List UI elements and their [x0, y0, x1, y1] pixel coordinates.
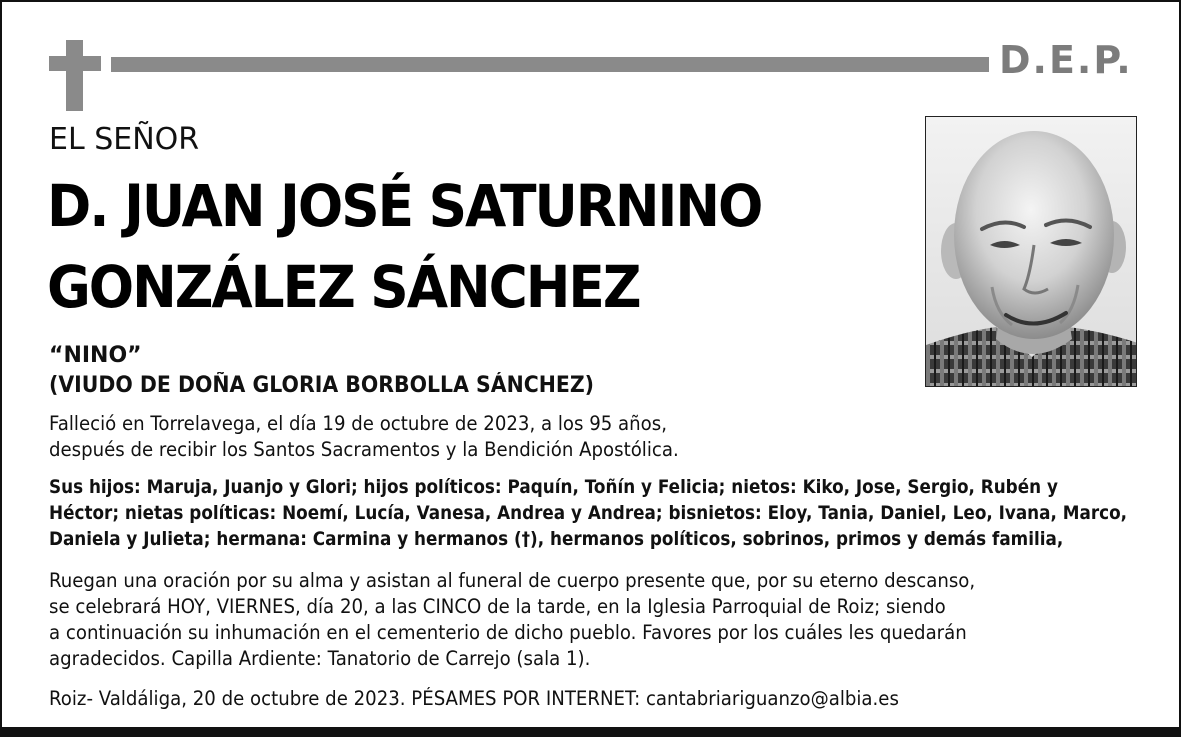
widower-note: (VIUDO DE DOÑA GLORIA BORBOLLA SÁNCHEZ) — [49, 373, 595, 398]
deceased-portrait-photo — [925, 116, 1137, 387]
death-notice-line: Falleció en Torrelavega, el día 19 de octubre de 2023, a los 95 años, — [49, 412, 667, 435]
funeral-line: agradecidos. Capilla Ardiente: Tanatorio de Carrejo (sala 1). — [49, 647, 591, 670]
deceased-name-line-1: D. JUAN JOSÉ SATURNINO — [47, 172, 762, 240]
bottom-border — [2, 727, 1179, 735]
funeral-paragraph — [49, 568, 975, 672]
death-notice-line: después de recibir los Santos Sacramentos y la Bendición Apostólica. — [49, 438, 679, 461]
funeral-line: a continuación su inhumación en el cementerio de dicho pueblo. Favores por los cuáles les quedarán — [49, 621, 967, 644]
header-rule — [111, 57, 989, 72]
family-paragraph — [49, 474, 1127, 552]
family-line: Daniela y Julieta; hermana: Carmina y hermanos (†), hermanos políticos, sobrinos, primos y demás familia, — [49, 528, 1064, 550]
funeral-line: se celebrará HOY, VIERNES, día 20, a las CINCO de la tarde, en la Iglesia Parroquial de Roiz; siendo — [49, 595, 946, 618]
death-notice-paragraph — [49, 411, 679, 463]
family-line: Héctor; nietas políticas: Noemí, Lucía, Vanesa, Andrea y Andrea; bisnietos: Eloy, Tania, Daniel, Leo, Ivana, Marco, — [49, 502, 1128, 524]
deceased-alias: “NINO” — [49, 343, 142, 368]
deceased-title: EL SEÑOR — [49, 122, 200, 157]
cross-icon — [49, 40, 101, 111]
footer-line: Roiz- Valdáliga, 20 de octubre de 2023. PÉSAMES POR INTERNET: cantabriariguanzo@albia.es — [49, 687, 899, 710]
deceased-name-line-2: GONZÁLEZ SÁNCHEZ — [47, 253, 640, 321]
family-line: Sus hijos: Maruja, Juanjo y Glori; hijos políticos: Paquín, Toñín y Felicia; nietos: Kiko, Jose, Sergio, Rubén y — [49, 476, 1058, 498]
funeral-line: Ruegan una oración por su alma y asistan al funeral de cuerpo presente que, por su eterno descanso, — [49, 569, 976, 592]
dep-heading: D.E.P. — [999, 38, 1133, 82]
